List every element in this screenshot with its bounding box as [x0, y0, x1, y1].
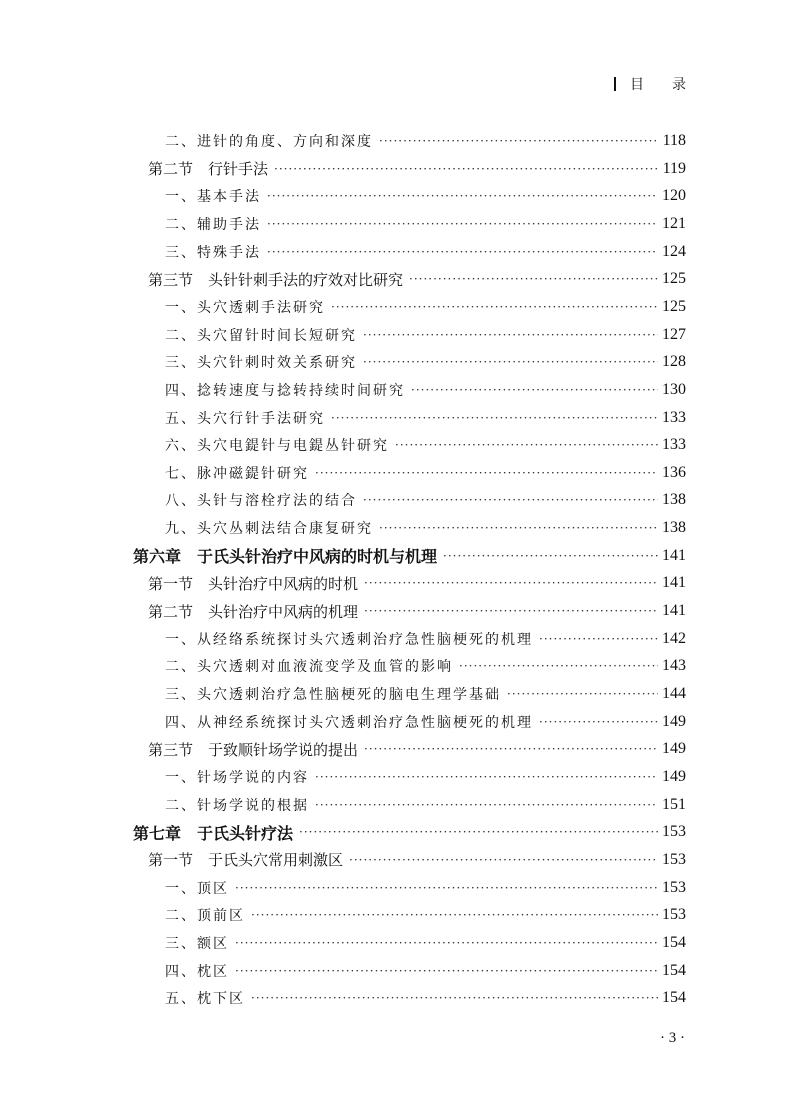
dot-leader [363, 493, 658, 507]
page-number: · 3 · [660, 1030, 685, 1046]
toc-entry-page: 124 [662, 242, 686, 260]
toc-entry-page: 133 [662, 408, 686, 426]
dot-leader [235, 964, 658, 978]
dot-leader [315, 466, 658, 480]
toc-item-entry[interactable] [165, 487, 686, 513]
toc-entry-title: 第七章 于氏头针疗法 [133, 821, 295, 844]
toc-entry-page: 138 [662, 491, 686, 509]
toc-entry-page: 153 [662, 878, 686, 896]
dot-leader [274, 162, 659, 176]
toc-entry-page: 133 [662, 436, 686, 454]
toc-entry-page: 141 [662, 574, 686, 592]
toc-item-entry[interactable] [165, 294, 686, 320]
toc-entry-page: 149 [662, 712, 686, 730]
toc-entry-page: 136 [662, 463, 686, 481]
header-title-char: 录 [672, 77, 686, 93]
toc-item-entry[interactable] [165, 930, 686, 956]
toc-entry-title: 第一节 头针治疗中风病的时机 [148, 574, 359, 593]
dot-leader [379, 521, 658, 535]
dot-leader [251, 908, 658, 922]
toc-entry-title: 七、脉冲磁鍉针研究 [165, 463, 311, 483]
toc-entry-title: 第二节 行针手法 [148, 160, 269, 179]
dot-leader [443, 549, 658, 563]
toc-entry-title: 三、额区 [165, 933, 231, 953]
toc-entry-page: 121 [662, 214, 686, 232]
toc-section-entry[interactable] [148, 266, 686, 292]
toc-entry-title: 五、枕下区 [165, 988, 247, 1008]
toc-entry-title: 二、进针的角度、方向和深度 [165, 131, 375, 151]
toc-item-entry[interactable] [165, 764, 686, 790]
dot-leader [235, 881, 658, 895]
dot-leader [331, 411, 658, 425]
toc-entry-page: 153 [662, 906, 686, 924]
dot-leader [267, 189, 658, 203]
toc-entry-title: 二、头穴留针时间长短研究 [165, 325, 359, 345]
toc-entry-title: 二、顶前区 [165, 905, 247, 925]
toc-entry-title: 一、头穴透刺手法研究 [165, 297, 327, 317]
toc-item-entry[interactable] [165, 349, 686, 375]
toc-entry-page: 149 [662, 740, 686, 758]
running-header [614, 74, 686, 94]
toc-entry-page: 143 [662, 657, 686, 675]
toc-item-entry[interactable] [165, 432, 686, 458]
toc-entry-page: 141 [662, 546, 686, 564]
toc-chapter-entry[interactable] [133, 819, 686, 845]
toc-entry-page: 149 [662, 767, 686, 785]
dot-leader [409, 272, 658, 286]
toc-entry-title: 二、头穴透刺对血液流变学及血管的影响 [165, 656, 455, 676]
toc-entry-page: 125 [662, 270, 686, 288]
toc-section-entry[interactable] [148, 598, 686, 624]
toc-entry-page: 138 [662, 519, 686, 537]
dot-leader [379, 134, 659, 148]
toc-entry-title: 五、头穴行针手法研究 [165, 408, 327, 428]
toc-entry-page: 125 [662, 297, 686, 315]
toc-entry-title: 三、头穴透刺治疗急性脑梗死的脑电生理学基础 [165, 684, 503, 704]
toc-entry-page: 154 [662, 989, 686, 1007]
toc-item-entry[interactable] [165, 902, 686, 928]
dot-leader [331, 300, 658, 314]
toc-section-entry[interactable] [148, 736, 686, 762]
toc-entry-title: 二、针场学说的根据 [165, 795, 311, 815]
toc-entry-title: 一、从经络系统探讨头穴透刺治疗急性脑梗死的机理 [165, 629, 535, 649]
dot-leader [349, 853, 658, 867]
toc-entry-title: 第三节 于致顺针场学说的提出 [148, 740, 359, 759]
toc-entry-page: 127 [662, 325, 686, 343]
toc-section-entry[interactable] [148, 570, 686, 596]
dot-leader [395, 438, 658, 452]
toc-chapter-entry[interactable] [133, 543, 686, 569]
dot-leader [364, 604, 658, 618]
toc-entry-page: 142 [662, 629, 686, 647]
header-divider [614, 77, 616, 91]
dot-leader [299, 825, 658, 839]
toc-entry-page: 151 [662, 795, 686, 813]
toc-entry-title: 三、头穴针刺时效关系研究 [165, 352, 359, 372]
dot-leader [411, 383, 658, 397]
toc-entry-page: 118 [662, 132, 686, 149]
dot-leader [363, 328, 658, 342]
toc-item-entry[interactable] [165, 985, 686, 1011]
toc-item-entry[interactable] [165, 322, 686, 348]
toc-entry-page: 154 [662, 933, 686, 951]
toc-entry-page: 154 [662, 961, 686, 979]
dot-leader [251, 991, 658, 1005]
toc-item-entry[interactable] [165, 958, 686, 984]
dot-leader [235, 936, 658, 950]
toc-item-entry[interactable] [165, 239, 686, 265]
dot-leader [539, 632, 658, 646]
toc-entry-page: 141 [662, 602, 686, 620]
toc-item-entry[interactable] [165, 183, 686, 209]
toc-entry-title: 第一节 于氏头穴常用刺激区 [148, 851, 344, 870]
toc-item-entry[interactable] [165, 405, 686, 431]
dot-leader [315, 770, 658, 784]
toc-entry-title: 九、头穴丛刺法结合康复研究 [165, 518, 375, 538]
toc-item-entry[interactable] [165, 875, 686, 901]
dot-leader [364, 742, 658, 756]
dot-leader [364, 576, 658, 590]
header-title-char: 目 [630, 77, 644, 93]
toc-item-entry[interactable] [165, 460, 686, 486]
toc-entry-title: 四、枕区 [165, 961, 231, 981]
toc-section-entry[interactable] [148, 156, 686, 182]
toc-entry-title: 一、针场学说的内容 [165, 767, 311, 787]
dot-leader [363, 355, 658, 369]
toc-item-entry[interactable] [165, 792, 686, 818]
toc-entry-page: 153 [662, 823, 686, 841]
toc-item-entry[interactable] [165, 709, 686, 735]
dot-leader [507, 687, 658, 701]
toc-entry-page: 120 [662, 187, 686, 205]
toc-item-entry[interactable] [165, 211, 686, 237]
toc-item-entry[interactable] [165, 377, 686, 403]
dot-leader [539, 715, 658, 729]
toc-entry-page: 153 [662, 850, 686, 868]
toc-entry-title: 一、基本手法 [165, 186, 263, 206]
toc-entry-title: 八、头针与溶栓疗法的结合 [165, 490, 359, 510]
toc-entry-title: 第六章 于氏头针治疗中风病的时机与机理 [133, 544, 439, 567]
toc-entry-title: 二、辅助手法 [165, 214, 263, 234]
dot-leader [267, 217, 658, 231]
toc-entry-title: 第二节 头针治疗中风病的机理 [148, 602, 359, 621]
toc-entry-title: 第三节 头针针刺手法的疗效对比研究 [148, 270, 404, 289]
toc-item-entry[interactable] [165, 653, 686, 679]
dot-leader [459, 659, 658, 673]
toc-entry-page: 144 [662, 685, 686, 702]
toc-entry-page: 119 [662, 159, 686, 177]
toc-entry-title: 三、特殊手法 [165, 242, 263, 262]
toc-entry-page: 130 [662, 380, 686, 398]
toc-item-entry[interactable] [165, 515, 686, 541]
toc-item-entry[interactable] [165, 128, 686, 154]
dot-leader [315, 798, 658, 812]
toc-entry-title: 四、从神经系统探讨头穴透刺治疗急性脑梗死的机理 [165, 712, 535, 732]
toc-entry-title: 四、捻转速度与捻转持续时间研究 [165, 380, 407, 400]
toc-section-entry[interactable] [148, 847, 686, 873]
toc-item-entry[interactable] [165, 626, 686, 652]
toc-item-entry[interactable] [165, 681, 686, 707]
toc-entry-title: 六、头穴电鍉针与电鍉丛针研究 [165, 435, 391, 455]
toc-entry-title: 一、顶区 [165, 878, 231, 898]
toc-entry-page: 128 [662, 353, 686, 371]
dot-leader [267, 245, 658, 259]
